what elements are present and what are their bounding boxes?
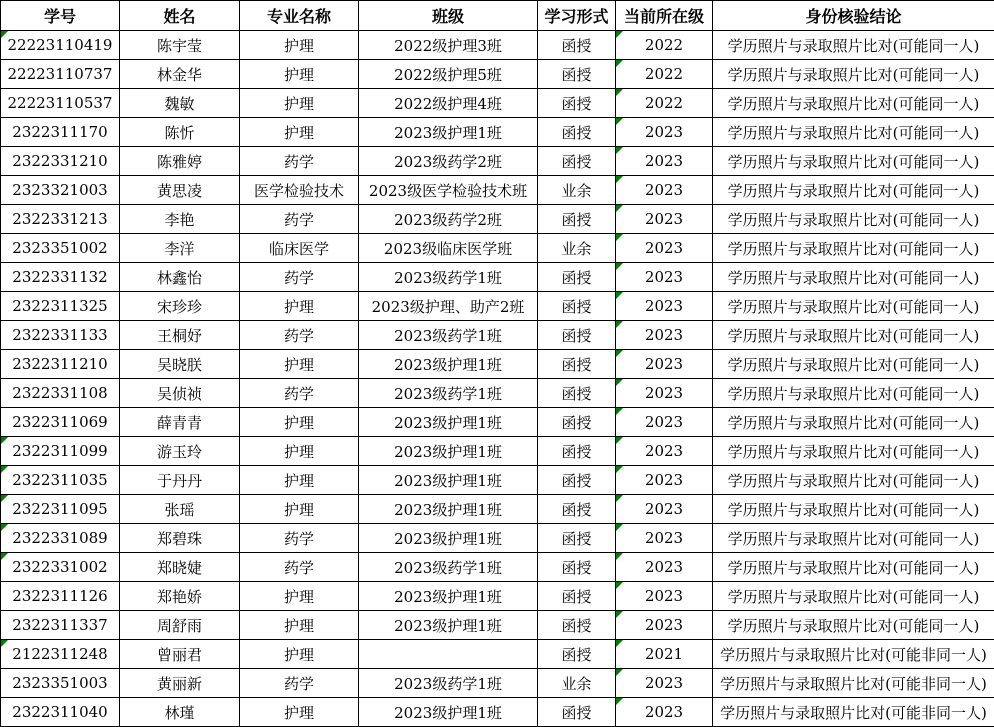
col-header-class[interactable]: 班级 (359, 1, 538, 31)
table-row (1, 147, 994, 176)
col-header-study-form[interactable]: 学习形式 (538, 1, 616, 31)
cell-result[interactable]: 学历照片与录取照片比对(可能同一人) (713, 31, 994, 60)
cell-grade-with-corner-flag[interactable]: 2023 (616, 292, 713, 321)
cell-class[interactable]: 2023级临床医学班 (359, 234, 538, 263)
cell-class[interactable]: 2023级医学检验技术班 (359, 176, 538, 205)
table-row (1, 408, 994, 437)
cell-grade-with-corner-flag[interactable]: 2023 (616, 350, 713, 379)
cell-id[interactable]: 2322311040 (1, 698, 120, 727)
cell-grade-with-corner-flag[interactable]: 2023 (616, 234, 713, 263)
cell-grade-with-corner-flag[interactable]: 2023 (616, 582, 713, 611)
cell-class[interactable]: 2023级护理1班 (359, 582, 538, 611)
table-row (1, 321, 994, 350)
cell-grade-with-corner-flag[interactable]: 2023 (616, 176, 713, 205)
cell-major[interactable]: 护理 (240, 495, 359, 524)
cell-name[interactable]: 李艳 (120, 205, 240, 234)
table-row (1, 582, 994, 611)
cell-major[interactable]: 护理 (240, 582, 359, 611)
cell-major[interactable]: 护理 (240, 466, 359, 495)
cell-class[interactable]: 2023级药学1班 (359, 379, 538, 408)
cell-result[interactable]: 学历照片与录取照片比对(可能同一人) (713, 263, 994, 292)
cell-form[interactable]: 函授 (538, 292, 616, 321)
table-row (1, 350, 994, 379)
cell-grade-with-corner-flag[interactable]: 2022 (616, 31, 713, 60)
cell-major[interactable]: 药学 (240, 553, 359, 582)
cell-result[interactable]: 学历照片与录取照片比对(可能非同一人) (713, 640, 994, 669)
cell-form[interactable]: 函授 (538, 118, 616, 147)
cell-name[interactable]: 李洋 (120, 234, 240, 263)
cell-grade-with-corner-flag[interactable]: 2023 (616, 524, 713, 553)
cell-class[interactable]: 2023级护理1班 (359, 350, 538, 379)
cell-form[interactable]: 函授 (538, 524, 616, 553)
cell-major[interactable]: 药学 (240, 524, 359, 553)
cell-form[interactable]: 函授 (538, 350, 616, 379)
cell-grade-with-corner-flag[interactable]: 2023 (616, 118, 713, 147)
cell-result[interactable]: 学历照片与录取照片比对(可能同一人) (713, 176, 994, 205)
table-row (1, 611, 994, 640)
col-header-student-id[interactable]: 学号 (1, 1, 120, 31)
cell-grade-with-corner-flag[interactable]: 2023 (616, 379, 713, 408)
cell-major[interactable]: 护理 (240, 350, 359, 379)
cell-form[interactable]: 函授 (538, 263, 616, 292)
cell-id[interactable]: 2322331133 (1, 321, 120, 350)
cell-major[interactable]: 护理 (240, 611, 359, 640)
cell-class[interactable]: 2023级药学1班 (359, 669, 538, 698)
cell-major[interactable]: 护理 (240, 437, 359, 466)
table-row (1, 437, 994, 466)
cell-id[interactable]: 22223110537 (1, 89, 120, 118)
cell-id[interactable]: 2322331132 (1, 263, 120, 292)
cell-name[interactable]: 于丹丹 (120, 466, 240, 495)
table-row (1, 669, 994, 698)
table-row (1, 495, 994, 524)
cell-grade-with-corner-flag[interactable]: 2023 (616, 553, 713, 582)
cell-form[interactable]: 函授 (538, 495, 616, 524)
cell-id[interactable]: 2322311126 (1, 582, 120, 611)
cell-result[interactable]: 学历照片与录取照片比对(可能同一人) (713, 495, 994, 524)
cell-class[interactable]: 2023级护理1班 (359, 437, 538, 466)
cell-name[interactable]: 黄丽新 (120, 669, 240, 698)
cell-class[interactable]: 2023级护理1班 (359, 118, 538, 147)
cell-class[interactable]: 2023级护理1班 (359, 524, 538, 553)
cell-result[interactable]: 学历照片与录取照片比对(可能同一人) (713, 437, 994, 466)
cell-id-with-corner-flag[interactable]: 2322331002 (1, 553, 120, 582)
cell-id-with-corner-flag[interactable]: 22223110419 (1, 31, 120, 60)
cell-name[interactable]: 曾丽君 (120, 640, 240, 669)
cell-major[interactable]: 护理 (240, 60, 359, 89)
cell-form[interactable]: 函授 (538, 60, 616, 89)
cell-form[interactable]: 函授 (538, 466, 616, 495)
cell-result[interactable]: 学历照片与录取照片比对(可能同一人) (713, 205, 994, 234)
cell-id[interactable]: 2322331108 (1, 379, 120, 408)
col-header-current-grade[interactable]: 当前所在级 (616, 1, 713, 31)
cell-grade-with-corner-flag[interactable]: 2022 (616, 89, 713, 118)
cell-id[interactable]: 2322311325 (1, 292, 120, 321)
cell-form[interactable]: 函授 (538, 582, 616, 611)
table-row (1, 118, 994, 147)
cell-id[interactable]: 2322311069 (1, 408, 120, 437)
cell-name[interactable]: 魏敏 (120, 89, 240, 118)
table-row (1, 640, 994, 669)
cell-result[interactable]: 学历照片与录取照片比对(可能同一人) (713, 147, 994, 176)
col-header-name[interactable]: 姓名 (120, 1, 240, 31)
cell-class[interactable]: 2023级药学2班 (359, 147, 538, 176)
cell-form[interactable]: 函授 (538, 553, 616, 582)
table-row (1, 60, 994, 89)
cell-class[interactable]: 2022级护理5班 (359, 60, 538, 89)
cell-class[interactable]: 2022级护理3班 (359, 31, 538, 60)
cell-grade-with-corner-flag[interactable]: 2023 (616, 321, 713, 350)
cell-major[interactable]: 护理 (240, 698, 359, 727)
cell-class[interactable]: 2023级药学1班 (359, 553, 538, 582)
cell-name[interactable]: 宋珍珍 (120, 292, 240, 321)
cell-result[interactable]: 学历照片与录取照片比对(可能同一人) (713, 234, 994, 263)
cell-major[interactable]: 护理 (240, 31, 359, 60)
cell-name[interactable]: 郑艳娇 (120, 582, 240, 611)
cell-name[interactable]: 周舒雨 (120, 611, 240, 640)
cell-id[interactable]: 22223110737 (1, 60, 120, 89)
cell-form[interactable]: 业余 (538, 669, 616, 698)
cell-form[interactable]: 函授 (538, 611, 616, 640)
cell-major[interactable]: 医学检验技术 (240, 176, 359, 205)
cell-grade-with-corner-flag[interactable]: 2023 (616, 611, 713, 640)
cell-class[interactable]: 2023级护理、助产2班 (359, 292, 538, 321)
cell-id[interactable]: 2322331210 (1, 147, 120, 176)
cell-class[interactable]: 2023级药学2班 (359, 205, 538, 234)
table-row (1, 234, 994, 263)
table-row (1, 379, 994, 408)
cell-id-with-corner-flag[interactable]: 2322331089 (1, 524, 120, 553)
cell-major[interactable]: 药学 (240, 379, 359, 408)
cell-id[interactable]: 2322311170 (1, 118, 120, 147)
cell-class[interactable]: 2023级护理1班 (359, 698, 538, 727)
cell-result[interactable]: 学历照片与录取照片比对(可能同一人) (713, 292, 994, 321)
cell-id[interactable]: 2322311337 (1, 611, 120, 640)
cell-major[interactable]: 护理 (240, 408, 359, 437)
cell-major[interactable]: 临床医学 (240, 234, 359, 263)
cell-grade-with-corner-flag[interactable]: 2021 (616, 640, 713, 669)
cell-class[interactable]: 2023级药学1班 (359, 263, 538, 292)
cell-name[interactable]: 王桐妤 (120, 321, 240, 350)
cell-form[interactable]: 函授 (538, 147, 616, 176)
cell-result[interactable]: 学历照片与录取照片比对(可能同一人) (713, 350, 994, 379)
cell-result[interactable]: 学历照片与录取照片比对(可能非同一人) (713, 698, 994, 727)
cell-name[interactable]: 林金华 (120, 60, 240, 89)
cell-name[interactable]: 郑碧珠 (120, 524, 240, 553)
cell-name[interactable]: 陈宇莹 (120, 31, 240, 60)
cell-class[interactable]: 2023级护理1班 (359, 408, 538, 437)
cell-form[interactable]: 函授 (538, 437, 616, 466)
cell-grade-with-corner-flag[interactable]: 2023 (616, 263, 713, 292)
cell-form[interactable]: 业余 (538, 176, 616, 205)
cell-class[interactable]: 2023级护理1班 (359, 466, 538, 495)
cell-name[interactable]: 郑晓婕 (120, 553, 240, 582)
cell-id-with-corner-flag[interactable]: 2322311099 (1, 437, 120, 466)
cell-result[interactable]: 学历照片与录取照片比对(可能同一人) (713, 524, 994, 553)
cell-major[interactable]: 药学 (240, 669, 359, 698)
cell-class[interactable]: 2023级护理1班 (359, 611, 538, 640)
cell-result[interactable]: 学历照片与录取照片比对(可能同一人) (713, 60, 994, 89)
cell-id[interactable]: 2322311210 (1, 350, 120, 379)
cell-id-with-corner-flag[interactable]: 2122311248 (1, 640, 120, 669)
table-row (1, 89, 994, 118)
cell-grade-with-corner-flag[interactable]: 2023 (616, 669, 713, 698)
table-row (1, 263, 994, 292)
cell-id[interactable]: 2323351002 (1, 234, 120, 263)
cell-name[interactable]: 张瑶 (120, 495, 240, 524)
cell-grade-with-corner-flag[interactable]: 2023 (616, 437, 713, 466)
col-header-major[interactable]: 专业名称 (240, 1, 359, 31)
cell-name[interactable]: 吴侦祯 (120, 379, 240, 408)
cell-class[interactable]: 2023级护理1班 (359, 495, 538, 524)
cell-major[interactable]: 护理 (240, 89, 359, 118)
cell-result[interactable]: 学历照片与录取照片比对(可能同一人) (713, 321, 994, 350)
cell-class[interactable] (359, 640, 538, 669)
cell-form[interactable]: 函授 (538, 379, 616, 408)
cell-major[interactable]: 药学 (240, 147, 359, 176)
header-row (1, 1, 994, 31)
col-header-verify-result[interactable]: 身份核验结论 (713, 1, 994, 31)
cell-id[interactable]: 2322331213 (1, 205, 120, 234)
cell-grade-with-corner-flag[interactable]: 2023 (616, 408, 713, 437)
table-row (1, 292, 994, 321)
table-row (1, 31, 994, 60)
table-row (1, 176, 994, 205)
cell-major[interactable]: 药学 (240, 205, 359, 234)
cell-grade-with-corner-flag[interactable]: 2023 (616, 698, 713, 727)
cell-name[interactable]: 吴晓朕 (120, 350, 240, 379)
cell-grade-with-corner-flag[interactable]: 2022 (616, 60, 713, 89)
cell-name[interactable]: 林瑾 (120, 698, 240, 727)
table-body (1, 31, 994, 727)
cell-id[interactable]: 2323321003 (1, 176, 120, 205)
cell-form[interactable]: 函授 (538, 408, 616, 437)
cell-form[interactable]: 函授 (538, 698, 616, 727)
cell-id[interactable]: 2323351003 (1, 669, 120, 698)
cell-class[interactable]: 2023级药学1班 (359, 321, 538, 350)
cell-result[interactable]: 学历照片与录取照片比对(可能非同一人) (713, 669, 994, 698)
cell-grade-with-corner-flag[interactable]: 2023 (616, 495, 713, 524)
cell-name[interactable]: 林鑫怡 (120, 263, 240, 292)
table-row (1, 524, 994, 553)
cell-result[interactable]: 学历照片与录取照片比对(可能同一人) (713, 553, 994, 582)
cell-name[interactable]: 黄思凌 (120, 176, 240, 205)
cell-form[interactable]: 函授 (538, 89, 616, 118)
cell-name[interactable]: 游玉玲 (120, 437, 240, 466)
cell-result[interactable]: 学历照片与录取照片比对(可能同一人) (713, 611, 994, 640)
cell-name[interactable]: 陈雅婷 (120, 147, 240, 176)
cell-result[interactable]: 学历照片与录取照片比对(可能同一人) (713, 89, 994, 118)
cell-id-with-corner-flag[interactable]: 2322311035 (1, 466, 120, 495)
cell-result[interactable]: 学历照片与录取照片比对(可能同一人) (713, 379, 994, 408)
cell-major[interactable]: 护理 (240, 118, 359, 147)
cell-grade-with-corner-flag[interactable]: 2023 (616, 147, 713, 176)
cell-form[interactable]: 业余 (538, 234, 616, 263)
cell-result[interactable]: 学历照片与录取照片比对(可能同一人) (713, 582, 994, 611)
cell-form[interactable]: 函授 (538, 321, 616, 350)
cell-major[interactable]: 药学 (240, 263, 359, 292)
cell-grade-with-corner-flag[interactable]: 2023 (616, 205, 713, 234)
table-row (1, 698, 994, 727)
cell-form[interactable]: 函授 (538, 31, 616, 60)
cell-class[interactable]: 2022级护理4班 (359, 89, 538, 118)
table-row (1, 553, 994, 582)
table-row (1, 466, 994, 495)
table-row (1, 205, 994, 234)
cell-form[interactable]: 函授 (538, 205, 616, 234)
cell-result[interactable]: 学历照片与录取照片比对(可能同一人) (713, 118, 994, 147)
cell-grade-with-corner-flag[interactable]: 2023 (616, 466, 713, 495)
cell-major[interactable]: 药学 (240, 321, 359, 350)
cell-major[interactable]: 护理 (240, 640, 359, 669)
cell-result[interactable]: 学历照片与录取照片比对(可能同一人) (713, 408, 994, 437)
cell-form[interactable]: 函授 (538, 640, 616, 669)
cell-major[interactable]: 护理 (240, 292, 359, 321)
cell-id-with-corner-flag[interactable]: 2322311095 (1, 495, 120, 524)
cell-result[interactable]: 学历照片与录取照片比对(可能同一人) (713, 466, 994, 495)
cell-name[interactable]: 陈忻 (120, 118, 240, 147)
cell-name[interactable]: 薛青青 (120, 408, 240, 437)
